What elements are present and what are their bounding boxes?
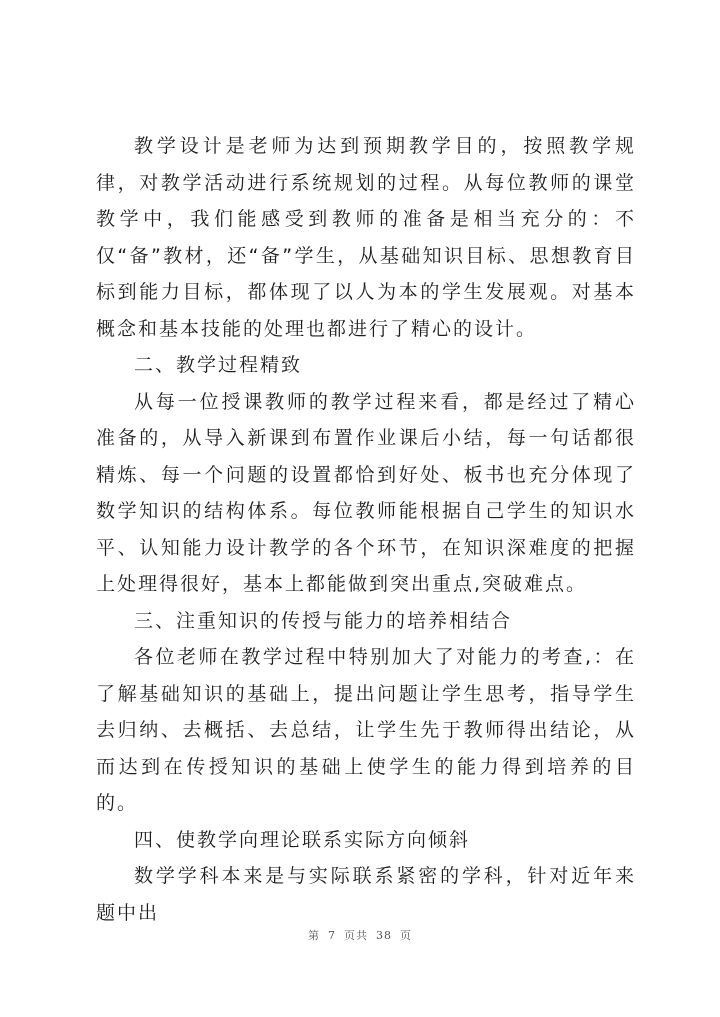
document-body <box>96 128 636 931</box>
footer-suffix: 页 <box>400 929 412 942</box>
footer-page-number: 7 <box>328 929 336 942</box>
paragraph-theory-practice: 数学学科本来是与实际联系紧密的学科，针对近年来题中出 <box>96 865 636 924</box>
footer-total-pages: 38 <box>376 929 392 942</box>
section-heading-2: 二、教学过程精致 <box>134 354 303 376</box>
footer-middle: 页共 <box>344 929 368 942</box>
paragraph-knowledge-ability: 各位老师在教学过程中特别加大了对能力的考查,：在了解基础知识的基础上，提出问题让学生思考，指导学生去归纳、去概括、去总结，让学生先于教师得出结论，从而达到在传授知识的基础上使学生的能力得到培养的目的。 <box>96 646 636 814</box>
section-heading-3: 三、注重知识的传授与能力的培养相结合 <box>134 609 513 632</box>
footer-prefix: 第 <box>308 929 320 942</box>
paragraph-teaching-design: 教学设计是老师为达到预期教学目的，按照教学规律，对教学活动进行系统规划的过程。从每位教师的课堂教学中，我们能感受到教师的准备是相当充分的：不仅“备”教材，还“备”学生，从基础知识目标、思想教育目标到能力目标，都体现了以人为本的学生发展观。对基本概念和基本技能的处理也都进行了精心的设计。 <box>96 135 636 340</box>
page-footer <box>0 927 720 943</box>
paragraph-teaching-process: 从每一位授课教师的教学过程来看，都是经过了精心准备的，从导入新课到布置作业课后小结，每一句话都很精炼、每一个问题的设置都恰到好处、板书也充分体现了数学知识的结构体系。每位教师能根据自己学生的知识水平、认知能力设计教学的各个环节，在知识深难度的把握上处理得很好，基本上都能做到突出重点,突破难点。 <box>96 390 636 595</box>
section-heading-4: 四、使教学向理论联系实际方向倾斜 <box>134 828 471 851</box>
